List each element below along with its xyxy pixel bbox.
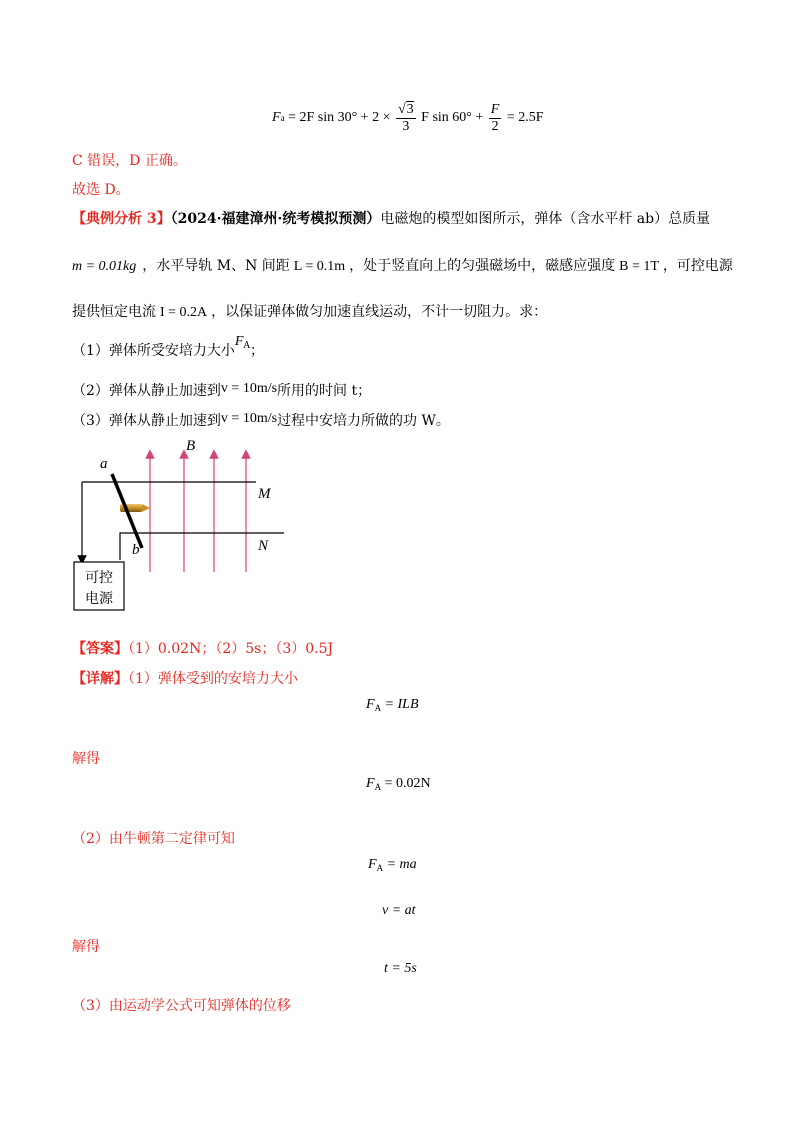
eq1-sub: A <box>374 703 382 713</box>
equation-5: t = 5s <box>384 961 417 976</box>
label-M: M <box>258 486 271 502</box>
q1-symbol-sub: A <box>243 341 250 351</box>
q2-pre: （2）弹体从静止加速到 <box>72 383 221 399</box>
conclusion-line2: 故选 D。 <box>72 182 130 198</box>
problem-text1: 电磁炮的模型如图所示，弹体（含水平杆 ab）总质量 <box>380 211 711 227</box>
conclusion-line1: C 错误，D 正确。 <box>72 153 187 169</box>
formula-lhs-sub: a <box>280 113 285 123</box>
answer-tag: 【答案】 <box>72 641 128 657</box>
explanation-intro <box>72 668 298 688</box>
solve-label-2: 解得 <box>72 939 100 955</box>
problem-line1 <box>72 208 710 228</box>
eq3-sub: A <box>376 863 384 873</box>
problem-text5: 提供恒定电流 <box>72 304 156 320</box>
label-N: N <box>258 538 269 554</box>
q1-symbol: F <box>234 334 244 349</box>
question-1 <box>72 334 264 361</box>
q2-velocity: v = 10m/s <box>220 381 278 396</box>
problem-line2 <box>72 255 733 275</box>
problem-text3: ，处于竖直向上的匀强磁场中，磁感应强度 <box>349 258 616 274</box>
explanation-part3: （3）由运动学公式可知弹体的位移 <box>72 998 291 1014</box>
solve-label-1: 解得 <box>72 751 100 767</box>
label-B: B <box>186 438 196 454</box>
formula-part1: = 2F sin 30° + 2 × <box>284 110 394 125</box>
label-a: a <box>100 456 108 472</box>
eq1-lhs: F <box>366 697 375 712</box>
magnetic-field-lines <box>150 454 246 572</box>
problem-tag: 【典例分析 3】 <box>72 211 171 227</box>
equation-2 <box>366 776 431 792</box>
formula-frac2 <box>489 102 502 135</box>
intro-formula <box>272 98 544 138</box>
problem-text4: ，可控电源 <box>662 258 733 274</box>
source-label-line1: 可控 <box>85 570 113 586</box>
eq1-rhs: = ILB <box>381 697 419 712</box>
q3-velocity: v = 10m/s <box>220 411 278 426</box>
problem-line3 <box>72 301 547 321</box>
equation-3 <box>368 857 417 873</box>
explanation-part2: （2）由牛顿第二定律可知 <box>72 831 235 847</box>
equation-4: v = at <box>382 903 416 918</box>
q1-post: ； <box>249 343 264 359</box>
answer-text: （1）0.02N；（2）5s；（3）0.5J <box>128 641 334 657</box>
equation-1 <box>366 697 419 713</box>
source-label-line2: 电源 <box>85 591 113 607</box>
formula-frac1-num: 3 <box>406 101 414 117</box>
formula-lhs: F <box>272 110 281 125</box>
question-2 <box>72 380 371 400</box>
formula-frac1 <box>396 102 416 135</box>
eq2-sub: A <box>374 782 382 792</box>
formula-part2: F sin 60° + <box>417 110 487 125</box>
question-3 <box>72 410 450 430</box>
length-value: L = 0.1m <box>293 259 346 274</box>
railgun-diagram <box>60 436 300 616</box>
projectile-tip <box>142 504 150 512</box>
q2-post: 所用的时间 t； <box>277 383 372 399</box>
explanation-tag: 【详解】 <box>72 671 128 687</box>
formula-frac2-num: F <box>490 101 500 117</box>
field-value: B = 1T <box>619 259 659 274</box>
problem-source: （2024·福建漳州·统考模拟预测） <box>170 211 381 227</box>
eq2-lhs: F <box>366 776 375 791</box>
label-b: b <box>132 542 140 558</box>
q3-pre: （3）弹体从静止加速到 <box>72 413 221 429</box>
problem-text2: ，水平导轨 M、N 间距 <box>142 258 290 274</box>
sqrt-sign: √ <box>397 101 406 117</box>
mass-value: m = 0.01kg <box>72 259 137 274</box>
formula-part3: = 2.5F <box>503 110 544 125</box>
current-value: I = 0.2A <box>160 305 208 320</box>
eq3-lhs: F <box>368 857 377 872</box>
q3-post: 过程中安培力所做的功 W。 <box>277 413 450 429</box>
eq3-rhs: = ma <box>383 857 417 872</box>
answer-line <box>72 638 333 658</box>
formula-frac1-den: 3 <box>402 118 410 134</box>
explanation-intro-text: （1）弹体受到的安培力大小 <box>128 671 298 687</box>
eq2-rhs: = 0.02N <box>381 776 431 791</box>
problem-text6: ，以保证弹体做匀加速直线运动，不计一切阻力。求： <box>211 304 548 320</box>
formula-frac2-den: 2 <box>491 118 499 134</box>
q1-pre: （1）弹体所受安培力大小 <box>72 343 235 359</box>
